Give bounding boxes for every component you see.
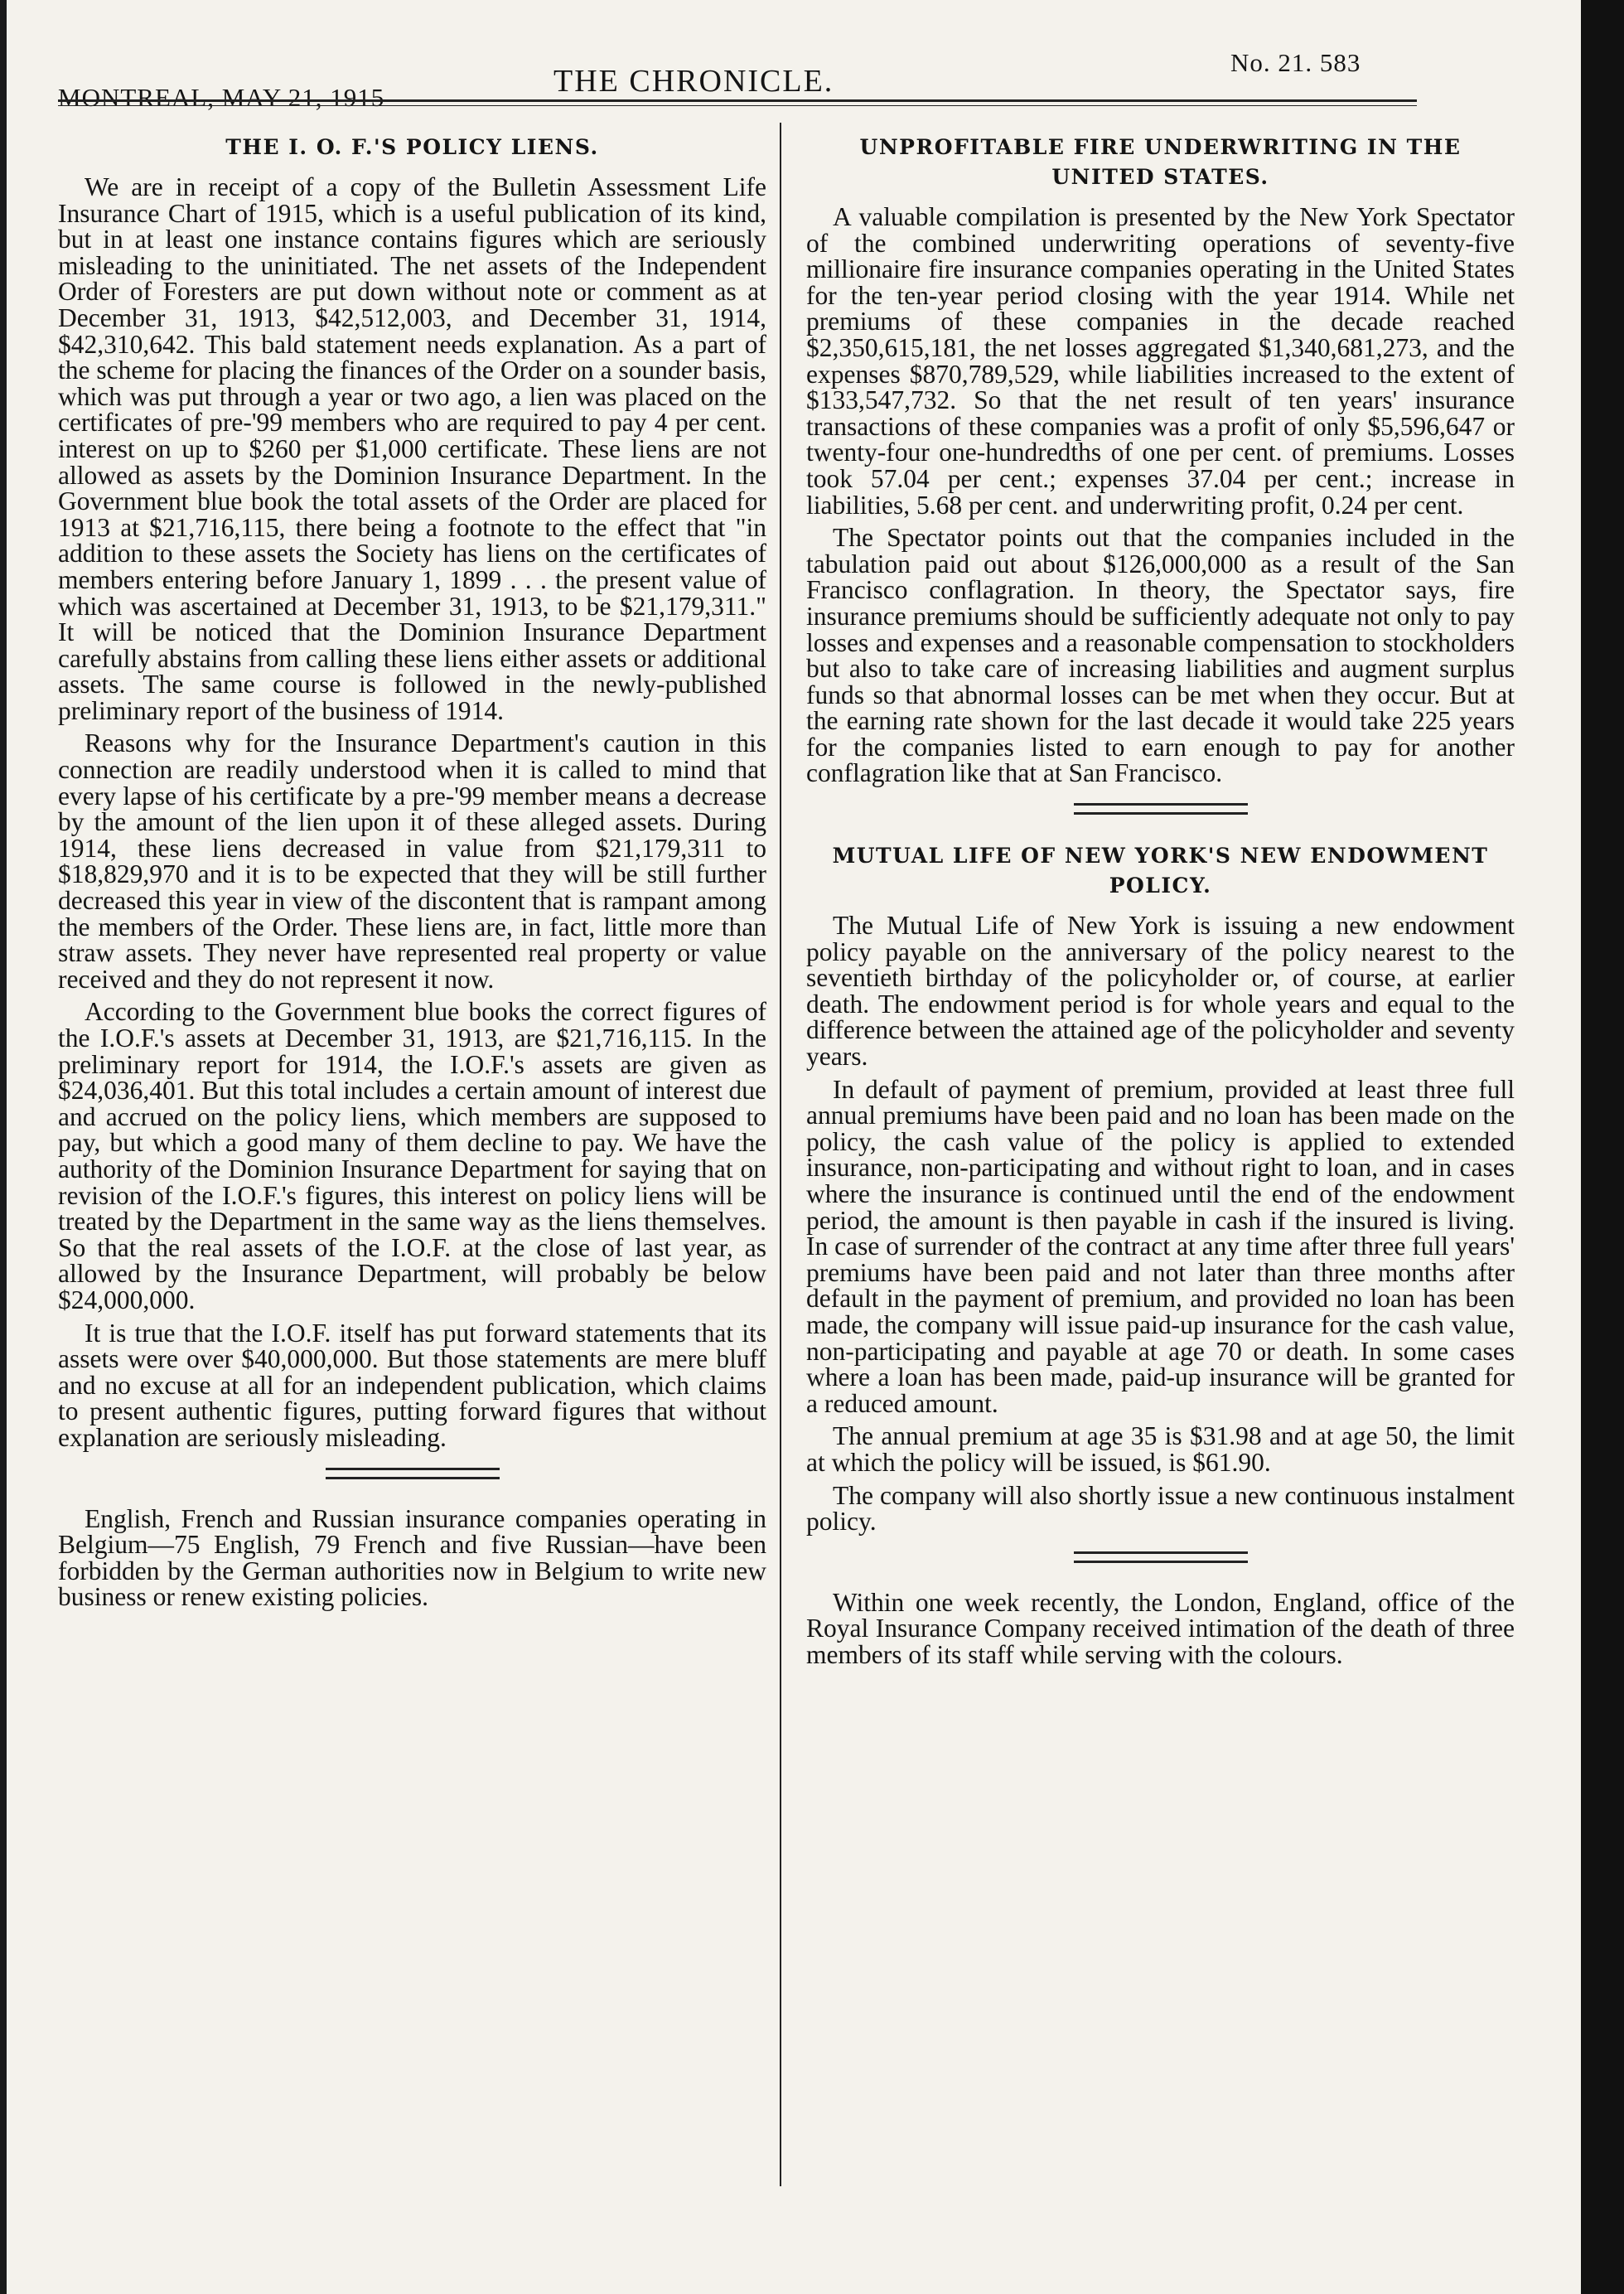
article-paragraph: The annual premium at age 35 is $31.98 and at age 50, the limit at which the policy will be issued, is $61.90. [806, 1421, 1515, 1477]
right-column [806, 133, 1515, 1675]
article-paragraph: According to the Government blue books the correct figures of the I.O.F.'s assets at December 31, 1913, are $21,716,115. In the preliminary report for 1914, the I.O.F.'s assets are given as $24,036,401. But this total includes a certain amount of interest due and accrued on the policy liens, which members are supposed to pay, but which a good many of them decline to pay. We have the authority of the Dominion Insurance Department for saying that on revision of the I.O.F.'s figures, this interest on policy liens will be treated by the Department in the same way as the liens themselves. So that the real assets of the I.O.F. at the close of last year, as allowed by the Insurance Department, will probably be below $24,000,000. [58, 997, 766, 1314]
newspaper-page [7, 0, 1581, 2294]
scan-border [1581, 0, 1624, 2294]
section-separator [326, 1468, 500, 1479]
article-paragraph: We are in receipt of a copy of the Bulletin Assessment Life Insurance Chart of 1915, which is a useful publication of its kind, but in at least one instance contains figures which are seriously misleading to the uninitiated. The net assets of the Independent Order of Foresters are put down without note or comment as at December 31, 1913, $42,512,003, and December 31, 1914, $42,310,642. This bald statement needs explanation. As a part of the scheme for placing the finances of the Order on a sounder basis, which was put through a year or two ago, a lien was placed on the certificates of pre-'99 members who are required to pay 4 per cent. interest on up to $260 per $1,000 certificate. These liens are not allowed as assets by the Dominion Insurance Department. In the Government blue book the total assets of the Order are placed for 1913 at $21,716,115, there being a footnote to the effect that "in addition to these assets the Society has liens on the certificates of members entering before January 1, 1899 . . . the present value of which was ascertained at December 31, 1913, to be $21,179,311." It will be noticed that the Dominion Insurance Department carefully abstains from calling these liens either assets or additional assets. The same course is followed in the newly-published preliminary report of the business of 1914. [58, 172, 766, 725]
article-paragraph: In default of payment of premium, provided at least three full annual premiums have been paid and no loan has been made on the policy, the cash value of the policy is applied to extended insurance, non-participating and without right to loan, and in cases where the insurance is continued until the end of the endowment period, the amount is then payable in cash if the insured is living. In case of surrender of the contract at any time after three full years' premiums have been paid and not later than three months after default in the payment of premium, and provided no loan has been made, the company will issue paid-up insurance for the cash value, non-participating and payable at age 70 or death. In some cases where a loan has been made, paid-up insurance will be granted for a reduced amount. [806, 1074, 1515, 1418]
article-title-mutual-life-endowment: MUTUAL LIFE OF NEW YORK'S NEW ENDOWMENT POLICY. [832, 844, 1489, 898]
news-note-belgium: English, French and Russian insurance companies operating in Belgium—75 English, 79 French and five Russian—have been forbidden by the German authorities now in Belgium to write new business or renew existing policies. [58, 1503, 766, 1612]
news-note-royal-insurance: Within one week recently, the London, England, office of the Royal Insurance Company received intimation of the death of three members of its staff while serving with the colours. [806, 1587, 1515, 1669]
article-paragraph: It is true that the I.O.F. itself has put forward statements that its assets were over $40,000,000. But those statements are mere bluff and no excuse at all for an independent publication, which claims to present authentic figures, putting forward figures that without explanation are seriously misleading. [58, 1318, 766, 1452]
column-divider [780, 123, 781, 2186]
header-rule [58, 99, 1417, 106]
article-paragraph: The Spectator points out that the companies included in the tabulation paid out about $126,000,000 as a result of the San Francisco conflagration. In theory, the Spectator says, fire insurance premiums should be sufficiently adequate not only to pay losses and expenses and a reasonable compensation to stockholders but also to take care of increasing liabilities and augment surplus funds so that abnormal losses can be met when they occur. But at the earning rate shown for the last decade it would take 225 years for the companies listed to earn enough to pay for another conflagration like that at San Francisco. [806, 523, 1515, 788]
article-paragraph: The Mutual Life of New York is issuing a new endowment policy payable on the anniversary of the policy nearest to the seventieth birthday of the policyholder or, of course, at earlier death. The endowment period is for whole years and equal to the difference between the attained age of the policyholder and seventy years. [806, 911, 1515, 1072]
article-paragraph: The company will also shortly issue a new continuous instalment policy. [806, 1480, 1515, 1537]
article-paragraph: Reasons why for the Insurance Department's caution in this connection are readily understood when it is called to mind that every lapse of his certificate by a pre-'99 member means a decrease by the amount of the lien upon it of these alleged assets. During 1914, these liens decreased in value from $21,179,311 to $18,829,970 and it is to be expected that they will be still further decreased this year in view of the discontent that is rampant among the members of the Order. These liens are, in fact, little more than straw assets. They never have represented real property or value received and they do not represent it now. [58, 728, 766, 994]
section-separator [1074, 803, 1248, 815]
publication-title: THE CHRONICLE. [553, 64, 834, 99]
dateline: MONTREAL, MAY 21, 1915 [58, 83, 385, 112]
article-title-iof-policy-liens: THE I. O. F.'S POLICY LIENS. [225, 135, 599, 159]
left-column [58, 133, 766, 1617]
section-separator [1074, 1551, 1248, 1563]
article-title-fire-underwriting: UNPROFITABLE FIRE UNDERWRITING IN THE UNITED STATES. [859, 135, 1462, 189]
article-paragraph: A valuable compilation is presented by the New York Spectator of the combined underwriting operations of seventy-five millionaire fire insurance companies operating in the United States for the ten-year period closing with the year 1914. While net premiums of these companies in the decade reached $2,350,615,181, the net losses aggregated $1,340,681,273, and the expenses $870,789,529, while liabilities increased to the extent of $133,547,732. So that the net result of ten years' insurance transactions of these companies was a profit of only $5,596,647 or twenty-four one-hundredths of one per cent. of premiums. Losses took 57.04 per cent.; expenses 37.04 per cent.; increase in liabilities, 5.68 per cent. and underwriting profit, 0.24 per cent. [806, 202, 1515, 520]
issue-and-page-number: No. 21. 583 [1230, 48, 1361, 77]
